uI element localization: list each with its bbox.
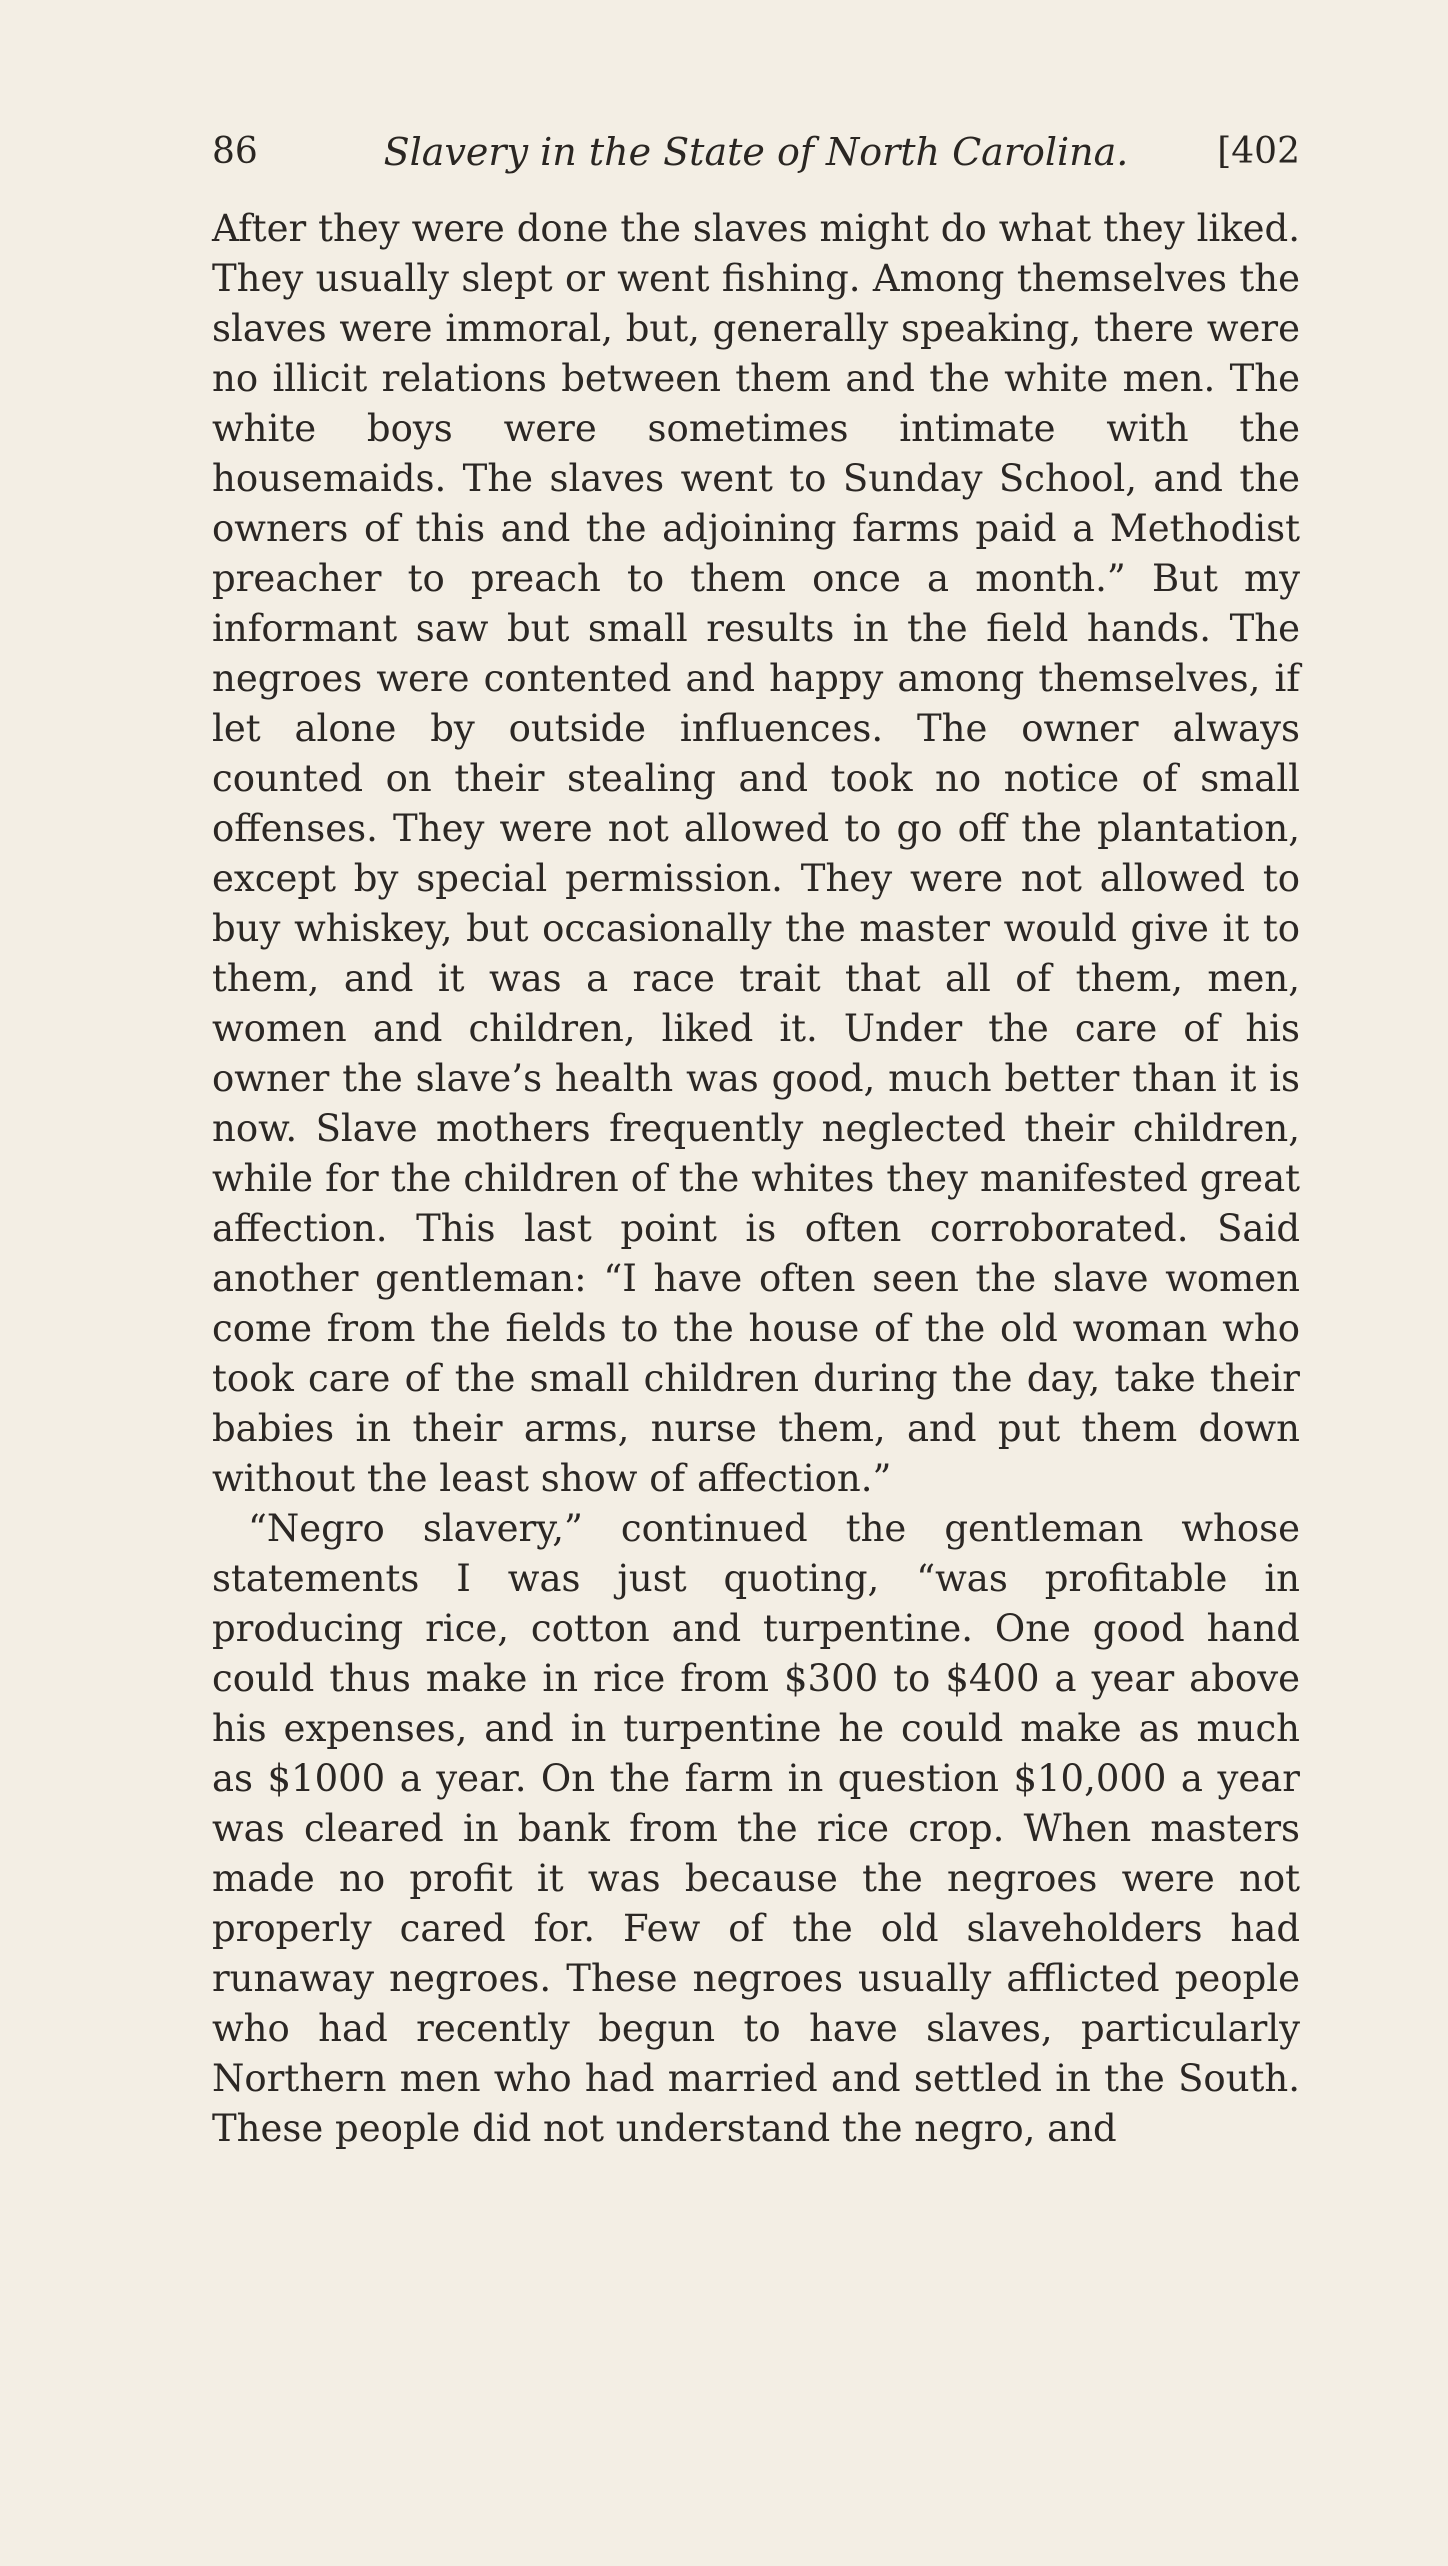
folio-number: [402 [1217, 131, 1300, 172]
page-number: 86 [212, 131, 258, 172]
paragraph: After they were done the slaves might do what they liked. They usually slept or went fishing. Among themselves the slaves were immoral, but, generally speaking, there were no illicit relations between them and the white men. The white boys were sometimes intimate with the housemaids. The slaves went to Sunday School, and the owners of this and the adjoining farms paid a Methodist preacher to preach to them once a month.” But my informant saw but small results in the field hands. The negroes were contented and happy among themselves, if let alone by outside influences. The owner always counted on their stealing and took no notice of small offenses. They were not allowed to go off the plantation, except by special permission. They were not allowed to buy whiskey, but occasionally the master would give it to them, and it was a race trait that all of them, men, women and children, liked it. Under the care of his owner the slave’s health was good, much better than it is now. Slave mothers frequently neglected their children, while for the children of the whites they manifested great affection. This last point is often corroborated. Said another gentleman: “I have often seen the slave women come from the fields to the house of the old woman who took care of the small children during the day, take their babies in their arms, nurse them, and put them down without the least show of affection.” [212, 207, 1300, 1500]
body-text [212, 204, 1300, 2154]
paragraph: “Negro slavery,” continued the gentleman whose statements I was just quoting, “was profitable in producing rice, cotton and turpentine. One good hand could thus make in rice from $300 to $400 a year above his expenses, and in turpentine he could make as much as $1000 a year. On the farm in question $10,000 a year was cleared in bank from the rice crop. When masters made no profit it was because the negroes were not properly cared for. Few of the old slaveholders had runaway negroes. These negroes usually afflicted people who had recently begun to have slaves, particularly Northern men who had married and settled in the South. These people did not understand the negro, and [212, 1507, 1300, 2150]
running-title: Slavery in the State of North Carolina. [383, 130, 1129, 174]
running-head [212, 120, 1300, 184]
